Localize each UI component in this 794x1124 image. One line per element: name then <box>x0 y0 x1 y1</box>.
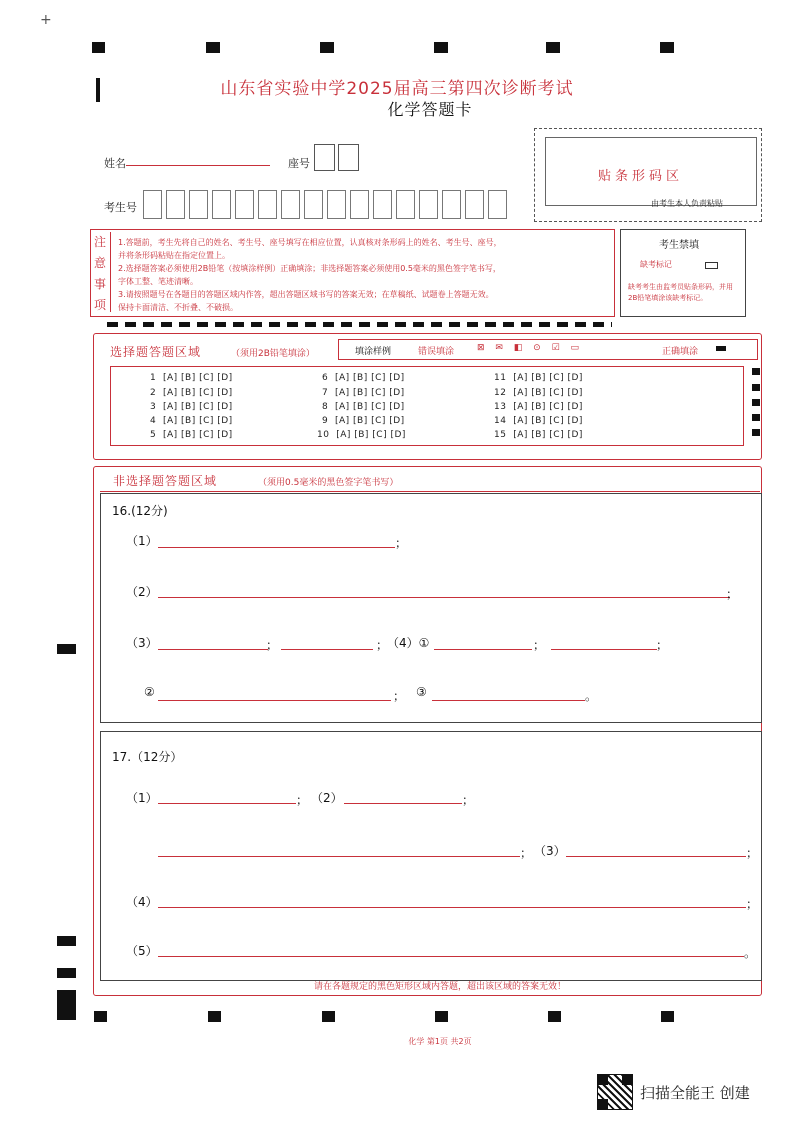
choice-question[interactable] <box>322 402 405 412</box>
choice-question[interactable] <box>322 416 405 426</box>
position-mark <box>434 42 448 53</box>
q-options: [A] [B] [C] [D] <box>162 416 233 426</box>
period: 。 <box>585 689 598 703</box>
position-mark <box>548 1011 561 1022</box>
choice-question[interactable] <box>322 373 405 383</box>
wrong-fill-marks: ⊠ ✉ ◧ ⊙ ☑ ▭ <box>477 343 584 353</box>
q16-part4-circle2: ② <box>144 685 155 699</box>
scanner-watermark: 扫描全能王 创建 <box>640 1084 750 1102</box>
q16-part1-line[interactable] <box>158 547 395 548</box>
id-box[interactable] <box>189 190 208 219</box>
q16-part2-line[interactable] <box>158 597 730 598</box>
choice-question[interactable] <box>494 402 583 412</box>
q-num: 1 <box>150 373 157 383</box>
right-fill-sample <box>716 346 726 351</box>
notice-line: 并将条形码粘贴在指定位置上。 <box>118 251 230 260</box>
q17-part4-label: （4） <box>126 895 158 909</box>
position-mark <box>94 1011 107 1022</box>
q-num: 13 <box>494 402 507 412</box>
fill-sample-label: 填涂样例 <box>355 347 392 357</box>
q17-part1-line[interactable] <box>158 803 296 804</box>
seat-label: 座号 <box>288 157 310 170</box>
q17-part2-line-a[interactable] <box>344 803 462 804</box>
side-mark <box>57 644 76 654</box>
q-num: 6 <box>322 373 329 383</box>
id-box[interactable] <box>212 190 231 219</box>
q16-part4-line-3[interactable] <box>432 700 585 701</box>
q16-part1-label: （1） <box>126 534 158 548</box>
q-options: [A] [B] [C] [D] <box>513 402 583 412</box>
q16-part3-line-a[interactable] <box>158 649 268 650</box>
q17-part2-line-b[interactable] <box>158 856 520 857</box>
barcode-note: 由考生本人负责粘贴 <box>651 199 723 208</box>
q-options: [A] [B] [C] [D] <box>162 373 233 383</box>
notice-char: 事 <box>93 277 106 291</box>
q-options: [A] [B] [C] [D] <box>334 373 405 383</box>
q-options: [A] [B] [C] [D] <box>162 430 233 440</box>
id-box[interactable] <box>350 190 369 219</box>
semicolon: ； <box>520 846 533 860</box>
semicolon: ； <box>726 587 739 601</box>
notice-line: 保持卡面清洁、不折叠、不破损。 <box>118 303 238 312</box>
position-mark <box>208 1011 221 1022</box>
q17-title: 17.（12分） <box>112 750 183 764</box>
position-mark <box>435 1011 448 1022</box>
period: 。 <box>744 946 757 960</box>
q16-part3-line-b[interactable] <box>281 649 373 650</box>
id-box[interactable] <box>465 190 484 219</box>
notice-char: 意 <box>93 256 106 270</box>
notice-divider <box>110 232 111 312</box>
side-mark <box>57 968 76 978</box>
name-label: 姓名 <box>104 157 126 170</box>
notice-line: 2.选择题答案必须使用2B铅笔（按填涂样例）正确填涂；非选择题答案必须使用0.5毫米的黑色签字笔书写， <box>118 264 501 273</box>
q17-part2-label: （2） <box>311 791 343 805</box>
q16-part4-circle3: ③ <box>416 685 427 699</box>
q-num: 10 <box>317 430 330 440</box>
choice-question[interactable] <box>494 388 583 398</box>
q-num: 2 <box>150 388 157 398</box>
position-mark <box>322 1011 335 1022</box>
id-box[interactable] <box>373 190 392 219</box>
separator-marks <box>107 322 612 327</box>
seat-box-1[interactable] <box>314 144 335 171</box>
q-num: 11 <box>494 373 507 383</box>
position-mark <box>660 42 674 53</box>
q-num: 4 <box>150 416 157 426</box>
notice-line: 字体工整、笔迹清晰。 <box>118 277 198 286</box>
id-box[interactable] <box>258 190 277 219</box>
position-mark <box>546 42 560 53</box>
position-mark <box>661 1011 674 1022</box>
choice-question[interactable] <box>150 388 233 398</box>
q16-title: 16.(12分) <box>112 504 168 518</box>
q16-part4-label: （4）① <box>387 636 430 650</box>
id-label: 考生号 <box>104 201 137 214</box>
id-box[interactable] <box>281 190 300 219</box>
choice-hint: （须用2B铅笔填涂） <box>231 349 315 359</box>
q-num: 8 <box>322 402 329 412</box>
semicolon: ； <box>746 846 759 860</box>
side-mark <box>752 384 760 391</box>
q-num: 15 <box>494 430 507 440</box>
seat-box-2[interactable] <box>338 144 359 171</box>
card-title: 化学答题卡 <box>387 100 473 119</box>
position-mark <box>320 42 334 53</box>
side-mark <box>57 990 76 1020</box>
id-box[interactable] <box>166 190 185 219</box>
semicolon: ； <box>746 897 759 911</box>
id-box[interactable] <box>419 190 438 219</box>
q16-part2-label: （2） <box>126 585 158 599</box>
choice-question[interactable] <box>150 373 233 383</box>
q-options: [A] [B] [C] [D] <box>513 373 583 383</box>
q16-area <box>100 493 762 723</box>
id-box[interactable] <box>235 190 254 219</box>
choice-question[interactable] <box>150 402 233 412</box>
choice-question[interactable] <box>150 416 233 426</box>
id-box[interactable] <box>488 190 507 219</box>
q-options: [A] [B] [C] [D] <box>334 402 405 412</box>
q-num: 14 <box>494 416 507 426</box>
choice-question[interactable] <box>494 430 583 440</box>
q-num: 3 <box>150 402 157 412</box>
semicolon: ； <box>393 689 406 703</box>
q-options: [A] [B] [C] [D] <box>336 430 406 440</box>
qr-code <box>597 1074 633 1110</box>
q-num: 12 <box>494 388 507 398</box>
side-mark <box>752 429 760 436</box>
q-options: [A] [B] [C] [D] <box>162 388 233 398</box>
q17-part1-label: （1） <box>126 791 158 805</box>
absent-note: 缺考考生由监考员贴条形码，并用2B铅笔填涂该缺考标记。 <box>628 283 733 302</box>
nonchoice-hint: （须用0.5毫米的黑色签字笔书写） <box>258 478 399 488</box>
barcode-title: 贴条形码区 <box>598 169 684 184</box>
absent-title: 考生禁填 <box>659 240 699 251</box>
right-fill-label: 正确填涂 <box>662 347 699 357</box>
q16-part4-line-1a[interactable] <box>434 649 532 650</box>
q17-part5-label: （5） <box>126 944 158 958</box>
id-box[interactable] <box>143 190 162 219</box>
choice-title: 选择题答题区域 <box>110 345 202 359</box>
q-options: [A] [B] [C] [D] <box>334 388 405 398</box>
q16-part4-line-2[interactable] <box>158 700 391 701</box>
absent-mark-label: 缺考标记 <box>640 260 672 269</box>
semicolon: ； <box>656 638 669 652</box>
notice-char: 注 <box>93 235 106 249</box>
id-box[interactable] <box>327 190 346 219</box>
notice-text <box>118 236 608 314</box>
q-options: [A] [B] [C] [D] <box>162 402 233 412</box>
footer-warning: 请在各题规定的黑色矩形区域内答题，超出该区域的答案无效！ <box>313 982 566 992</box>
q-num: 9 <box>322 416 329 426</box>
semicolon: ； <box>533 638 546 652</box>
nonchoice-title: 非选择题答题区域 <box>113 474 218 488</box>
q-options: [A] [B] [C] [D] <box>334 416 405 426</box>
choice-question[interactable] <box>150 430 233 440</box>
notice-line: 3.请按照题号在各题目的答题区域内作答，超出答题区域书写的答案无效；在草稿纸、试题卷上答题无效。 <box>118 290 494 299</box>
semicolon: ； <box>296 793 309 807</box>
q-num: 7 <box>322 388 329 398</box>
q-num: 5 <box>150 430 157 440</box>
exam-title: 山东省实验中学2025届高三第四次诊断考试 <box>220 79 574 99</box>
choice-question[interactable] <box>494 373 583 383</box>
id-box[interactable] <box>304 190 323 219</box>
semicolon: ； <box>376 638 389 652</box>
q-options: [A] [B] [C] [D] <box>513 430 583 440</box>
semicolon: ； <box>395 536 408 550</box>
q17-part3-line[interactable] <box>566 856 746 857</box>
choice-question[interactable] <box>322 388 405 398</box>
position-mark <box>92 42 105 53</box>
wrong-fill-label: 错误填涂 <box>418 347 455 357</box>
absent-mark-box[interactable] <box>705 262 718 269</box>
q17-part3-label: （3） <box>534 844 566 858</box>
name-field[interactable] <box>126 165 270 166</box>
notice-char: 项 <box>93 298 106 312</box>
id-box[interactable] <box>442 190 461 219</box>
page-number: 化学 第1页 共2页 <box>408 1037 472 1046</box>
q17-part5-line[interactable] <box>158 956 744 957</box>
q-options: [A] [B] [C] [D] <box>513 388 583 398</box>
choice-question[interactable] <box>494 416 583 426</box>
q17-part4-line[interactable] <box>158 907 746 908</box>
notice-side-label <box>92 232 108 316</box>
q16-part3-label: （3） <box>126 636 158 650</box>
corner-crop-mark: + <box>40 12 52 28</box>
semicolon: ； <box>462 793 475 807</box>
semicolon: ； <box>266 638 279 652</box>
position-mark <box>206 42 220 53</box>
choice-question[interactable] <box>317 430 406 440</box>
section-header-line <box>100 491 760 492</box>
id-box[interactable] <box>396 190 415 219</box>
side-mark <box>752 399 760 406</box>
side-mark <box>57 936 76 946</box>
side-mark <box>752 368 760 375</box>
q16-part4-line-1b[interactable] <box>551 649 657 650</box>
notice-line: 1.答题前，考生先将自己的姓名、考生号、座号填写在相应位置，认真核对条形码上的姓名、考生号、座号， <box>118 238 502 247</box>
q-options: [A] [B] [C] [D] <box>513 416 583 426</box>
side-mark <box>752 414 760 421</box>
